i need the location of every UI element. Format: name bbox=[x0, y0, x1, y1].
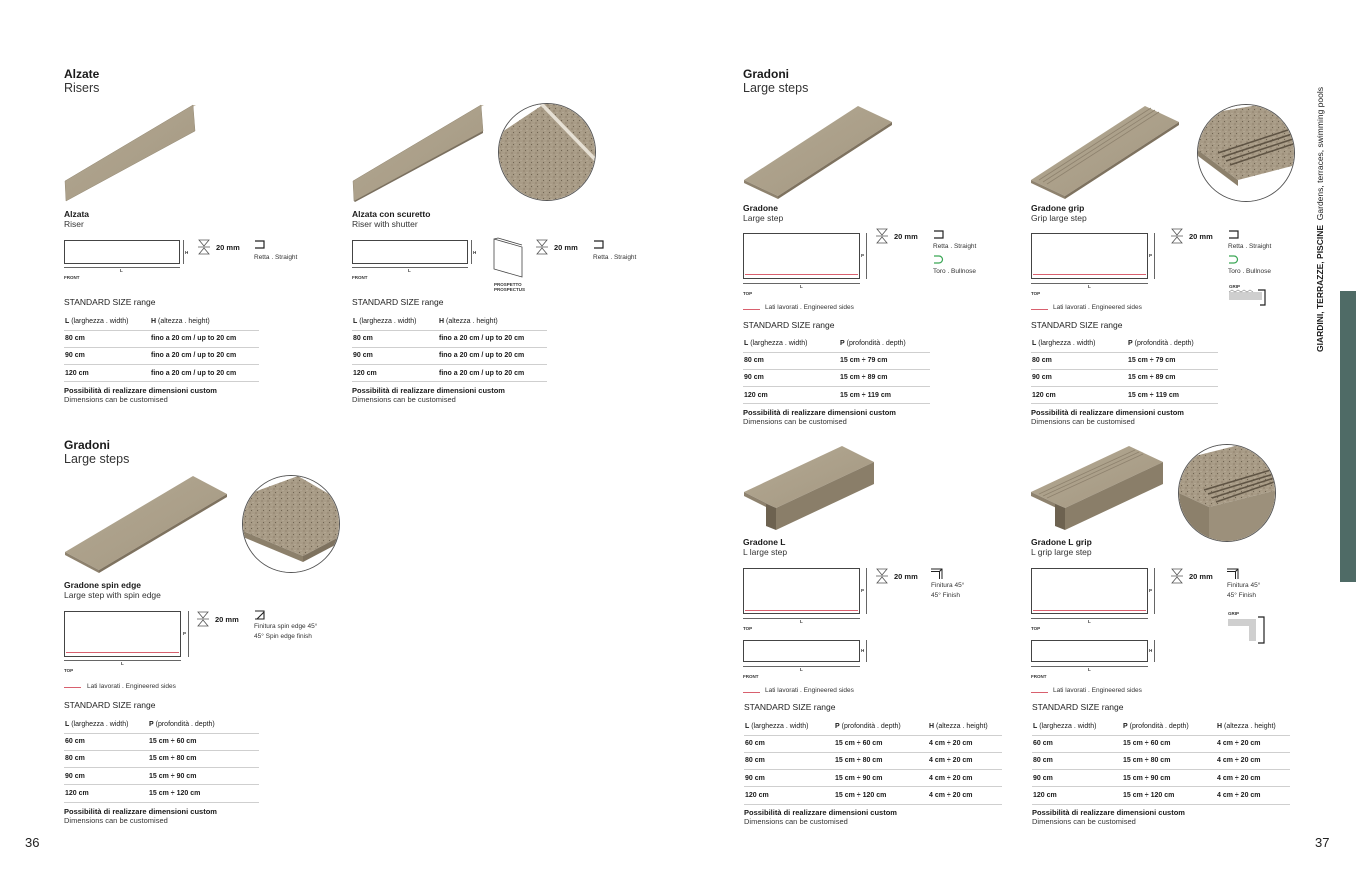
dimension-line-h bbox=[1154, 640, 1155, 662]
table-cell: 4 cm ÷ 20 cm bbox=[1216, 735, 1290, 752]
table-row bbox=[744, 770, 1002, 787]
table-cell: 15 cm ÷ 89 cm bbox=[839, 369, 930, 386]
legend-label: Lati lavorati . Engineered sides bbox=[765, 304, 854, 311]
view-label-front: FRONT bbox=[1031, 674, 1047, 679]
table-cell: 120 cm bbox=[64, 365, 150, 382]
table-row bbox=[64, 768, 259, 785]
view-label: TOP bbox=[1031, 291, 1041, 296]
dimension-line-h bbox=[866, 640, 867, 662]
page-number-right: 37 bbox=[1315, 835, 1330, 850]
dimension-line-h bbox=[183, 240, 184, 264]
dimension-p-label: P bbox=[861, 588, 865, 593]
product-title-alzata-scuretto bbox=[352, 209, 430, 229]
size-table-spin-edge bbox=[64, 716, 259, 803]
side-title-it: GIARDINI, TERRAZZE, PISCINE bbox=[1315, 224, 1325, 352]
step-top-drawing bbox=[743, 568, 860, 614]
column-header: H (altezza . height) bbox=[1216, 718, 1290, 735]
step-top-drawing bbox=[1031, 233, 1148, 279]
grip-label: GRIP bbox=[1228, 611, 1240, 616]
table-cell: 15 cm ÷ 120 cm bbox=[148, 785, 259, 802]
product-name-en: Grip large step bbox=[1031, 213, 1087, 223]
miter-45-icon bbox=[1226, 568, 1240, 580]
edge-label-bullnose: Toro . Bullnose bbox=[933, 268, 976, 275]
table-cell: 60 cm bbox=[1032, 735, 1122, 752]
bullnose-edge-icon bbox=[933, 255, 945, 265]
table-cell: 120 cm bbox=[352, 365, 438, 382]
product-title-gradone-grip bbox=[1031, 203, 1087, 223]
dimension-l-label: L bbox=[1088, 619, 1091, 624]
thickness-icon bbox=[875, 568, 889, 584]
table-cell: 15 cm ÷ 80 cm bbox=[1122, 752, 1216, 769]
table-cell: 80 cm bbox=[64, 330, 150, 347]
table-cell: 80 cm bbox=[1032, 752, 1122, 769]
section-accent-tab bbox=[1340, 291, 1356, 582]
engineered-side-line bbox=[745, 610, 858, 611]
section-heading-gradoni-right bbox=[743, 67, 808, 95]
spin-edge-icon bbox=[254, 610, 266, 620]
engineered-side-line bbox=[1033, 274, 1146, 275]
table-cell: 90 cm bbox=[1031, 369, 1127, 386]
dimension-line-p bbox=[188, 611, 189, 657]
column-header: P (profondità . depth) bbox=[834, 718, 928, 735]
column-header: L (larghezza . width) bbox=[64, 716, 148, 733]
table-cell: 15 cm ÷ 90 cm bbox=[148, 768, 259, 785]
table-row bbox=[352, 347, 547, 364]
grip-label: GRIP bbox=[1229, 284, 1241, 289]
thickness-value: 20 mm bbox=[554, 243, 578, 252]
custom-note: Possibilità di realizzare dimensioni custom Dimensions can be customised bbox=[1032, 808, 1185, 826]
dimension-l-label: L bbox=[1088, 667, 1091, 672]
table-row bbox=[1032, 735, 1290, 752]
table-cell: 120 cm bbox=[64, 785, 148, 802]
column-header: H (altezza . height) bbox=[150, 313, 259, 330]
table-cell: 15 cm ÷ 90 cm bbox=[1122, 770, 1216, 787]
table-cell: 15 cm ÷ 80 cm bbox=[834, 752, 928, 769]
product-name-en: Large step with spin edge bbox=[64, 590, 161, 600]
table-row bbox=[743, 387, 930, 404]
grip-step-render bbox=[1029, 104, 1181, 200]
spin-edge-step-render bbox=[63, 474, 229, 574]
custom-note: Possibilità di realizzare dimensioni custom Dimensions can be customised bbox=[64, 807, 217, 825]
table-row bbox=[1032, 752, 1290, 769]
legend-red-line bbox=[743, 309, 760, 310]
table-cell: 90 cm bbox=[64, 347, 150, 364]
section-title: Gradoni bbox=[743, 67, 790, 81]
dimension-h-label: H bbox=[861, 648, 865, 653]
custom-note: Possibilità di realizzare dimensioni custom Dimensions can be customised bbox=[64, 386, 217, 404]
table-row bbox=[64, 347, 259, 364]
table-row bbox=[352, 330, 547, 347]
detail-zoom-circle bbox=[1178, 444, 1276, 542]
straight-edge-icon bbox=[1228, 230, 1240, 240]
table-row bbox=[64, 750, 259, 767]
dimension-h-label: H bbox=[473, 250, 477, 255]
table-row bbox=[64, 733, 259, 750]
step-top-drawing bbox=[1031, 568, 1148, 614]
size-table-gradone-l bbox=[744, 718, 1002, 805]
column-header: P (profondità . depth) bbox=[148, 716, 259, 733]
detail-zoom-circle bbox=[498, 103, 596, 201]
section-heading-alzate bbox=[64, 67, 99, 95]
product-name-en: L grip large step bbox=[1031, 547, 1092, 557]
table-cell: 15 cm ÷ 119 cm bbox=[1127, 387, 1218, 404]
table-cell: 60 cm bbox=[744, 735, 834, 752]
table-cell: 80 cm bbox=[64, 750, 148, 767]
table-cell: 120 cm bbox=[744, 787, 834, 804]
table-cell: 90 cm bbox=[1032, 770, 1122, 787]
grip-l-profile-icon bbox=[1227, 616, 1267, 646]
thickness-value: 20 mm bbox=[1189, 232, 1213, 241]
l-grip-step-render bbox=[1029, 444, 1165, 534]
edge-label: Finitura 45° 45° Finish bbox=[1227, 582, 1261, 599]
table-cell: fino a 20 cm / up to 20 cm bbox=[150, 347, 259, 364]
legend-red-line bbox=[64, 687, 81, 688]
table-cell: 90 cm bbox=[743, 369, 839, 386]
bullnose-edge-icon bbox=[1228, 255, 1240, 265]
dimension-l-label: L bbox=[800, 284, 803, 289]
dimension-p-label: P bbox=[183, 631, 187, 636]
miter-45-icon bbox=[930, 568, 944, 580]
table-cell: 120 cm bbox=[743, 387, 839, 404]
column-header: L (larghezza . width) bbox=[743, 335, 839, 352]
section-title: Alzate bbox=[64, 67, 100, 81]
table-cell: 4 cm ÷ 20 cm bbox=[928, 787, 1002, 804]
table-row bbox=[1032, 787, 1290, 804]
dimension-l-label: L bbox=[800, 667, 803, 672]
dimension-p-label: P bbox=[1149, 253, 1153, 258]
product-title-gradone bbox=[743, 203, 783, 223]
thickness-icon bbox=[197, 239, 211, 255]
table-cell: 80 cm bbox=[744, 752, 834, 769]
table-row bbox=[1031, 387, 1218, 404]
product-name-en: Large step bbox=[743, 213, 784, 223]
column-header: L (larghezza . width) bbox=[64, 313, 150, 330]
column-header: P (profondità . depth) bbox=[1127, 335, 1218, 352]
table-cell: 15 cm ÷ 120 cm bbox=[1122, 787, 1216, 804]
standard-size-title: STANDARD SIZE range bbox=[64, 700, 156, 710]
edge-label-bullnose: Toro . Bullnose bbox=[1228, 268, 1271, 275]
table-cell: 15 cm ÷ 119 cm bbox=[839, 387, 930, 404]
step-top-drawing bbox=[64, 611, 181, 657]
size-table-alzata bbox=[64, 313, 259, 382]
standard-size-title: STANDARD SIZE range bbox=[352, 297, 444, 307]
product-name: Alzata con scuretto bbox=[352, 209, 431, 219]
product-name: Gradone L bbox=[743, 537, 786, 547]
column-header: P (profondità . depth) bbox=[1122, 718, 1216, 735]
l-step-render bbox=[742, 444, 876, 534]
table-cell: 15 cm ÷ 60 cm bbox=[1122, 735, 1216, 752]
column-header: P (profondità . depth) bbox=[839, 335, 930, 352]
section-title: Gradoni bbox=[64, 438, 111, 452]
detail-zoom-circle bbox=[1197, 104, 1295, 202]
edge-label: Retta . Straight bbox=[593, 254, 637, 261]
table-cell: 80 cm bbox=[352, 330, 438, 347]
table-cell: fino a 20 cm / up to 20 cm bbox=[150, 330, 259, 347]
custom-note: Possibilità di realizzare dimensioni custom Dimensions can be customised bbox=[744, 808, 897, 826]
table-cell: 120 cm bbox=[1031, 387, 1127, 404]
dimension-line-h bbox=[471, 240, 472, 264]
view-label: FRONT bbox=[64, 275, 80, 280]
edge-label: Finitura spin edge 45° 45° Spin edge finish bbox=[254, 623, 318, 640]
detail-zoom-circle bbox=[242, 475, 340, 573]
table-cell: 4 cm ÷ 20 cm bbox=[1216, 787, 1290, 804]
column-header: L (larghezza . width) bbox=[1031, 335, 1127, 352]
table-row bbox=[744, 735, 1002, 752]
product-name: Gradone spin edge bbox=[64, 580, 141, 590]
custom-note: Possibilità di realizzare dimensioni custom Dimensions can be customised bbox=[743, 408, 896, 426]
size-table-gradone-l-grip bbox=[1032, 718, 1290, 805]
table-cell: 60 cm bbox=[64, 733, 148, 750]
legend-label: Lati lavorati . Engineered sides bbox=[1053, 304, 1142, 311]
product-title-gradone-l-grip bbox=[1031, 537, 1092, 557]
table-row bbox=[1031, 369, 1218, 386]
engineered-side-line bbox=[745, 274, 858, 275]
prospect-drawing bbox=[492, 237, 524, 279]
riser-render bbox=[63, 103, 198, 203]
thickness-icon bbox=[875, 228, 889, 244]
dimension-line-p bbox=[1154, 568, 1155, 614]
standard-size-title: STANDARD SIZE range bbox=[743, 320, 835, 330]
dimension-l-label: L bbox=[120, 268, 123, 273]
thickness-icon bbox=[1170, 228, 1184, 244]
side-section-title bbox=[1315, 68, 1325, 352]
table-cell: 4 cm ÷ 20 cm bbox=[928, 752, 1002, 769]
view-label: FRONT bbox=[352, 275, 368, 280]
table-row bbox=[352, 365, 547, 382]
table-cell: fino a 20 cm / up to 20 cm bbox=[438, 347, 547, 364]
table-cell: 4 cm ÷ 20 cm bbox=[928, 735, 1002, 752]
table-cell: 120 cm bbox=[1032, 787, 1122, 804]
legend-red-line bbox=[743, 692, 760, 693]
straight-edge-icon bbox=[254, 240, 266, 250]
table-cell: fino a 20 cm / up to 20 cm bbox=[438, 330, 547, 347]
section-subtitle: Risers bbox=[64, 81, 100, 95]
table-row bbox=[64, 785, 259, 802]
thickness-icon bbox=[196, 611, 210, 627]
step-front-drawing bbox=[743, 640, 860, 662]
thickness-value: 20 mm bbox=[216, 243, 240, 252]
table-row bbox=[744, 787, 1002, 804]
standard-size-title: STANDARD SIZE range bbox=[1032, 702, 1124, 712]
view-label: TOP bbox=[64, 668, 74, 673]
step-top-drawing bbox=[743, 233, 860, 279]
dimension-h-label: H bbox=[185, 250, 189, 255]
straight-edge-icon bbox=[933, 230, 945, 240]
section-heading-gradoni-left bbox=[64, 438, 129, 466]
table-cell: 80 cm bbox=[743, 352, 839, 369]
table-cell: 15 cm ÷ 120 cm bbox=[834, 787, 928, 804]
table-cell: 90 cm bbox=[744, 770, 834, 787]
table-row bbox=[1031, 352, 1218, 369]
product-name: Alzata bbox=[64, 209, 90, 219]
legend-red-line bbox=[1031, 692, 1048, 693]
table-cell: 15 cm ÷ 79 cm bbox=[1127, 352, 1218, 369]
dimension-p-label: P bbox=[861, 253, 865, 258]
product-title-spin-edge bbox=[64, 580, 161, 600]
product-name: Gradone L grip bbox=[1031, 537, 1092, 547]
table-cell: fino a 20 cm / up to 20 cm bbox=[150, 365, 259, 382]
size-table-alzata-scuretto bbox=[352, 313, 547, 382]
product-name: Gradone bbox=[743, 203, 778, 213]
table-row bbox=[744, 752, 1002, 769]
size-table-gradone bbox=[743, 335, 930, 404]
dimension-line-p bbox=[866, 233, 867, 279]
grip-profile-icon bbox=[1228, 289, 1268, 307]
column-header: L (larghezza . width) bbox=[1032, 718, 1122, 735]
standard-size-title: STANDARD SIZE range bbox=[64, 297, 156, 307]
table-cell: 15 cm ÷ 60 cm bbox=[148, 733, 259, 750]
legend-label: Lati lavorati . Engineered sides bbox=[765, 687, 854, 694]
standard-size-title: STANDARD SIZE range bbox=[744, 702, 836, 712]
dimension-line-p bbox=[1154, 233, 1155, 279]
table-cell: 90 cm bbox=[352, 347, 438, 364]
view-label: TOP bbox=[743, 291, 753, 296]
edge-label: Retta . Straight bbox=[254, 254, 298, 261]
custom-note: Possibilità di realizzare dimensioni custom Dimensions can be customised bbox=[352, 386, 505, 404]
section-subtitle: Large steps bbox=[64, 452, 130, 466]
table-row bbox=[64, 365, 259, 382]
thickness-value: 20 mm bbox=[894, 232, 918, 241]
thickness-icon bbox=[1170, 568, 1184, 584]
legend-label: Lati lavorati . Engineered sides bbox=[87, 683, 176, 690]
legend-label: Lati lavorati . Engineered sides bbox=[1053, 687, 1142, 694]
custom-note: Possibilità di realizzare dimensioni custom Dimensions can be customised bbox=[1031, 408, 1184, 426]
dimension-p-label: P bbox=[1149, 588, 1153, 593]
table-cell: 15 cm ÷ 90 cm bbox=[834, 770, 928, 787]
legend-red-line bbox=[1031, 309, 1048, 310]
table-row bbox=[743, 352, 930, 369]
thickness-icon bbox=[535, 239, 549, 255]
dimension-l-label: L bbox=[121, 661, 124, 666]
page-number-left: 36 bbox=[25, 835, 40, 850]
table-cell: 90 cm bbox=[64, 768, 148, 785]
product-name-en: L large step bbox=[743, 547, 788, 557]
edge-label-straight: Retta . Straight bbox=[1228, 243, 1272, 250]
table-cell: 15 cm ÷ 79 cm bbox=[839, 352, 930, 369]
column-header: H (altezza . height) bbox=[928, 718, 1002, 735]
product-title-alzata bbox=[64, 209, 89, 229]
dimension-line-p bbox=[866, 568, 867, 614]
column-header: L (larghezza . width) bbox=[744, 718, 834, 735]
side-title-en: Gardens, terraces, swimming pools bbox=[1315, 87, 1325, 221]
edge-label-straight: Retta . Straight bbox=[933, 243, 977, 250]
straight-edge-icon bbox=[593, 240, 605, 250]
table-row bbox=[743, 369, 930, 386]
table-cell: 4 cm ÷ 20 cm bbox=[928, 770, 1002, 787]
riser-front-drawing bbox=[64, 240, 180, 264]
section-subtitle: Large steps bbox=[743, 81, 809, 95]
large-step-render bbox=[742, 104, 894, 200]
thickness-value: 20 mm bbox=[894, 572, 918, 581]
riser-shutter-render bbox=[351, 103, 486, 203]
table-cell: 15 cm ÷ 89 cm bbox=[1127, 369, 1218, 386]
table-cell: 15 cm ÷ 60 cm bbox=[834, 735, 928, 752]
standard-size-title: STANDARD SIZE range bbox=[1031, 320, 1123, 330]
table-row bbox=[64, 330, 259, 347]
step-front-drawing bbox=[1031, 640, 1148, 662]
table-row bbox=[1032, 770, 1290, 787]
dimension-h-label: H bbox=[1149, 648, 1153, 653]
thickness-value: 20 mm bbox=[1189, 572, 1213, 581]
size-table-gradone-grip bbox=[1031, 335, 1218, 404]
riser-front-drawing bbox=[352, 240, 468, 264]
table-cell: 4 cm ÷ 20 cm bbox=[1216, 770, 1290, 787]
table-cell: 80 cm bbox=[1031, 352, 1127, 369]
table-cell: 4 cm ÷ 20 cm bbox=[1216, 752, 1290, 769]
product-name-en: Riser bbox=[64, 219, 84, 229]
thickness-value: 20 mm bbox=[215, 615, 239, 624]
dimension-l-label: L bbox=[800, 619, 803, 624]
view-label-top: TOP bbox=[743, 626, 753, 631]
table-cell: 15 cm ÷ 80 cm bbox=[148, 750, 259, 767]
product-name-en: Riser with shutter bbox=[352, 219, 418, 229]
engineered-side-line bbox=[1033, 610, 1146, 611]
dimension-l-label: L bbox=[408, 268, 411, 273]
engineered-side-line bbox=[66, 652, 179, 653]
view-label-top: TOP bbox=[1031, 626, 1041, 631]
dimension-l-label: L bbox=[1088, 284, 1091, 289]
view-label-front: FRONT bbox=[743, 674, 759, 679]
table-cell: fino a 20 cm / up to 20 cm bbox=[438, 365, 547, 382]
column-header: L (larghezza . width) bbox=[352, 313, 438, 330]
product-title-gradone-l bbox=[743, 537, 787, 557]
product-name: Gradone grip bbox=[1031, 203, 1085, 213]
prospect-label: PROSPETTO PROSPECTUS bbox=[494, 282, 526, 293]
column-header: H (altezza . height) bbox=[438, 313, 547, 330]
edge-label: Finitura 45° 45° Finish bbox=[931, 582, 965, 599]
